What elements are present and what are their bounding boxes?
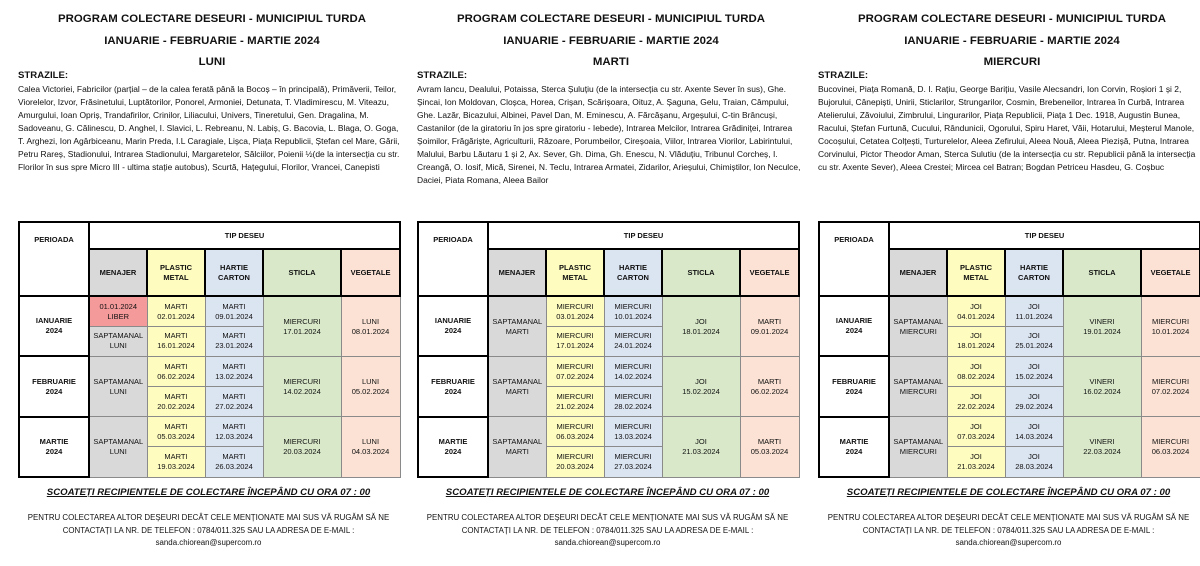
cell-line: 04.03.2024 (351, 446, 390, 456)
cell-line: JOI (1028, 391, 1040, 401)
cell-line: 05.03.2024 (157, 431, 195, 441)
cell-line: 23.01.2024 (215, 341, 253, 351)
vegetale-header: VEGETALE (740, 249, 799, 296)
sticla-cell (662, 356, 740, 416)
vegetale-cell (341, 417, 400, 477)
plastic-cell (147, 296, 205, 326)
streets-list: Bucovinei, Piața Romană, D. I. Rațiu, George Barițiu, Vasile Alecsandri, Ion Corvin, Roșiori 1 și 2, Bujorului, Cânepiști, Unirii, Sticlarilor, Strungarilor, Cosmin, Brebeneilor, Intrarea în Curbă, Intrarea Atelierului, Zăvoiului, Zimbrului, Lingurarilor, Piața Republicii, Piața 1 Dec. 1918, Augustin Bunea, Racului, Ștefan Furtună, Cucului, Rândunicii, Ogorului, Spiru Haret, Văii, Hotarului, Meșterul Manole, Cocoșului, Cetatea Colțești, Turturelelor, Aleea Zefirului, Aleea Nouă, Aleea Piezișă, Putna, Intrarea Corvinului, Pictor Theodor Aman, Sterca Sulutiu (de la intersecția cu str. Republicii până la intersecția cu str. Axente Sever), Aleea Crestei; Mircea cel Batran; Bogdan Petriceu Hasdeu, G. Coșbuc (818, 84, 1196, 172)
period-cell (19, 417, 89, 477)
cell-line: 01.01.2024 (99, 301, 138, 311)
cell-line: LUNI (361, 316, 380, 326)
cell-line: 28.03.2024 (1015, 461, 1053, 471)
cell-line: MIERCURI (283, 436, 321, 446)
cell-line: 26.03.2024 (215, 461, 253, 471)
plastic-cell (546, 447, 604, 477)
hartie-cell (1005, 387, 1063, 417)
cell-line: MARTI (222, 421, 246, 431)
cell-line: 09.01.2024 (215, 311, 253, 321)
cell-line: MIERCURI (1151, 376, 1190, 386)
schedule-table (818, 221, 1200, 478)
cell-line: MIERCURI (556, 331, 594, 341)
cell-line: MIERCURI (283, 376, 321, 386)
hartie-cell (205, 387, 263, 417)
contact-line: PENTRU COLECTAREA ALTOR DEȘEURI DECÂT CELE MENȚIONATE MAI SUS VĂ RUGĂM SĂ NE (426, 513, 789, 522)
plastic-cell (947, 417, 1005, 447)
cell-line: JOI (695, 436, 707, 446)
hartie-carton-header: HARTIE CARTON (604, 249, 662, 296)
cell-line: 14.02.2024 (614, 371, 652, 381)
cell-line: 11.01.2024 (1015, 311, 1053, 321)
vegetale-header: VEGETALE (341, 249, 400, 296)
cell-line: 14.03.2024 (1015, 431, 1053, 441)
cell-line: JOI (1028, 451, 1040, 461)
cell-line: MIERCURI (899, 326, 937, 336)
cell-line: MARTI (222, 361, 246, 371)
streets-list: Avram Iancu, Dealului, Potaissa, Sterca Șuluțiu (de la intersecția cu str. Axente Sever în sus), Ghe. Șincai, Ion Moldovan, Cloșca, Horea, Crișan, Scărișoara, Oituz, A. Șaguna, Gelu, Traian, Câmpului, Ghe. Lazăr, Bicazului, Albinei, Pavel Dan, M. Eminescu, A. Fărcășanu, Argeșului, C-tin Brâncuși, Castanilor (de la giratoriu în jos spre giratoriu - Iebede), Intrarea Melcilor, Intrarea Grădiniței, Intrarea Șoimilor, Frăgăriște, Agriculturii, Răzoare, Porumbeilor, Cireșoaia, Viilor, Intrarea Viorilor, Labirintului, Malului, Barbu Lăutaru 1 și 2, Ax. Sever, Gh. Dima, Gh. Enescu, N. Vlăduțiu, Tribunul Corcheș, I. Creangă, O. Iosif, Mică, Sirenei, N. Teclu, Intrarea Armatei, Zidarilor, Arieșului, Chimiștilor, Ion Neculce, Daciei, Piata Romana, Aleea Bailor (417, 84, 801, 185)
cell-line: 27.03.2024 (614, 461, 652, 471)
cell-line: 29.02.2024 (1015, 401, 1053, 411)
plastic-cell (147, 387, 205, 417)
plastic-cell (947, 447, 1005, 477)
cell-line: LIBER (107, 311, 130, 321)
cell-line: 20.03.2024 (556, 461, 594, 471)
cell-line: MARTI (164, 391, 188, 401)
cell-line: 16.01.2024 (157, 341, 195, 351)
cell-line: MIERCURI (899, 386, 937, 396)
cell-line: JOI (970, 331, 982, 341)
menajer-cell (488, 296, 546, 356)
cell-line: JOI (970, 421, 982, 431)
schedule-panel-miercuri (818, 0, 1200, 566)
cell-line: SAPTAMANAL (93, 376, 144, 386)
plastic-cell (947, 296, 1005, 326)
cell-line: 15.02.2024 (1015, 371, 1053, 381)
cell-line: MARTI (222, 301, 246, 311)
cell-line: VINERI (1089, 436, 1115, 446)
sticla-cell (1063, 417, 1141, 477)
period-cell (819, 296, 889, 356)
cell-line: MARTI (757, 376, 782, 386)
plastic-cell (147, 356, 205, 386)
tip-deseu-header: TIP DESEU (889, 222, 1200, 249)
schedule-period: IANUARIE - FEBRUARIE - MARTIE 2024 (904, 35, 1120, 47)
hartie-cell (1005, 356, 1063, 386)
month-year: 2024 (444, 386, 462, 396)
hartie-carton-header: HARTIE CARTON (1005, 249, 1063, 296)
streets-list: Calea Victoriei, Fabricilor (parțial – de la calea ferată până la Bocoș – în principală), Primăverii, Teilor, Viorelelor, Izvor, Frăsinetului, Luptătorilor, Ponorel, Armoniei, Detunata, T. Vladimirescu, M. Viteazu, Amurgului, Ioan Opriș, Trandafirilor, Crinilor, Liliacului, Univers, Tineretului, Gen. Dragalina, M. Sadoveanu, G. Călinescu, D. Anghel, I. Slavici, L. Rebreanu, N. Labiș, G. Bacovia, L. Blaga, O. Goga, T. Arghezi, Ion Agârbiceanu, Marin Preda, I.L Caragiale, Lișca, Piața Republicii, Ștefan cel Mare, Gării, Petru Rareș, Stadionului, Intrarea Stadionului, Margaretelor, Sălciilor, Poienii ½(de la intersecția cu str. Florilor în sus spre Micro III - ultima stație autobus), Scurtă, Hațegului, Florilor, Vrancei, Canepisti (18, 84, 400, 172)
cell-line: 05.02.2024 (351, 386, 390, 396)
cell-line: JOI (695, 376, 707, 386)
plastic-cell (147, 447, 205, 477)
month-name: FEBRUARIE (431, 376, 475, 386)
menajer-header: MENAJER (89, 249, 147, 296)
vegetale-cell (740, 356, 799, 416)
menajer-cell (889, 417, 947, 477)
menajer-cell (889, 356, 947, 416)
cell-line: 10.01.2024 (614, 311, 652, 321)
cell-line: MIERCURI (614, 361, 652, 371)
cell-line: 15.02.2024 (682, 386, 720, 396)
tip-deseu-header: TIP DESEU (488, 222, 799, 249)
contact-email: sanda.chiorean@supercom.ro (554, 538, 661, 547)
sticla-header: STICLA (662, 249, 740, 296)
period-cell (418, 356, 488, 416)
cell-line: JOI (1028, 361, 1040, 371)
streets-label: STRAZILE: (18, 70, 69, 81)
sticla-cell (1063, 356, 1141, 416)
vegetale-cell (1141, 296, 1200, 356)
sticla-cell (662, 417, 740, 477)
period-cell (819, 417, 889, 477)
cell-line: 25.01.2024 (1015, 341, 1053, 351)
cell-line: 24.01.2024 (614, 341, 652, 351)
cell-line: 07.02.2024 (1151, 386, 1190, 396)
collection-time-notice: SCOATEȚI RECIPIENTELE DE COLECTARE ÎNCEPÂND CU ORA 07 : 00 (46, 487, 371, 498)
plastic-cell (546, 296, 604, 326)
sticla-cell (263, 296, 341, 356)
month-name: FEBRUARIE (832, 376, 876, 386)
month-year: 2024 (845, 386, 863, 396)
plastic-metal-header: PLASTIC METAL (546, 249, 604, 296)
contact-line: PENTRU COLECTAREA ALTOR DEȘEURI DECÂT CELE MENȚIONATE MAI SUS VĂ RUGĂM SĂ NE (27, 513, 390, 522)
cell-line: MARTI (164, 451, 188, 461)
schedule-panel-marti (417, 0, 805, 566)
hartie-cell (1005, 417, 1063, 447)
cell-line: MIERCURI (614, 451, 652, 461)
cell-line: 27.02.2024 (215, 401, 253, 411)
cell-line: 09.01.2024 (750, 326, 789, 336)
hartie-cell (604, 296, 662, 326)
contact-line: PENTRU COLECTAREA ALTOR DEȘEURI DECÂT CELE MENȚIONATE MAI SUS VĂ RUGĂM SĂ NE (827, 513, 1190, 522)
cell-line: MARTI (505, 326, 529, 336)
collection-time-notice: SCOATEȚI RECIPIENTELE DE COLECTARE ÎNCEPÂND CU ORA 07 : 00 (445, 487, 770, 498)
cell-line: MIERCURI (283, 316, 321, 326)
tip-deseu-header: TIP DESEU (89, 222, 400, 249)
cell-line: 02.01.2024 (157, 311, 195, 321)
month-year: 2024 (45, 386, 63, 396)
plastic-cell (546, 356, 604, 386)
cell-line: 17.01.2024 (283, 326, 321, 336)
plastic-cell (546, 326, 604, 356)
hartie-cell (604, 447, 662, 477)
cell-line: MIERCURI (556, 301, 594, 311)
cell-line: MARTI (757, 316, 782, 326)
cell-line: MARTI (505, 446, 529, 456)
hartie-cell (205, 447, 263, 477)
cell-line: SAPTAMANAL (492, 316, 543, 326)
menajer-cell (89, 417, 147, 477)
plastic-cell (947, 356, 1005, 386)
cell-line: MIERCURI (614, 391, 652, 401)
collection-day: LUNI (198, 56, 226, 68)
cell-line: SAPTAMANAL (492, 436, 543, 446)
cell-line: LUNI (361, 436, 380, 446)
cell-line: LUNI (109, 386, 127, 396)
vegetale-cell (1141, 417, 1200, 477)
cell-line: 21.03.2024 (682, 446, 720, 456)
cell-line: SAPTAMANAL (492, 376, 543, 386)
menajer-cell (89, 296, 147, 326)
cell-line: 18.01.2024 (957, 341, 995, 351)
menajer-cell (488, 356, 546, 416)
cell-line: 04.01.2024 (957, 311, 995, 321)
vegetale-cell (341, 296, 400, 356)
cell-line: SAPTAMANAL (893, 376, 944, 386)
collection-day: MIERCURI (983, 56, 1041, 68)
vegetale-cell (740, 296, 799, 356)
cell-line: MIERCURI (556, 361, 594, 371)
cell-line: 22.03.2024 (1083, 446, 1121, 456)
plastic-cell (546, 387, 604, 417)
cell-line: VINERI (1089, 316, 1115, 326)
schedule-table (417, 221, 800, 478)
contact-line: CONTACTAȚI LA NR. DE TELEFON : 0784/011.325 SAU LA ADRESA DE E-MAIL : (62, 525, 355, 535)
month-name: MARTIE (39, 436, 69, 446)
month-name: IANUARIE (835, 316, 873, 326)
cell-line: 08.02.2024 (957, 371, 995, 381)
cell-line: LUNI (109, 341, 127, 351)
sticla-cell (662, 296, 740, 356)
cell-line: 19.03.2024 (157, 461, 195, 471)
contact-info (18, 512, 399, 550)
cell-line: 22.02.2024 (957, 401, 995, 411)
cell-line: 06.02.2024 (750, 386, 789, 396)
cell-line: MARTI (164, 421, 188, 431)
sticla-cell (263, 356, 341, 416)
hartie-cell (604, 326, 662, 356)
hartie-cell (604, 356, 662, 386)
cell-line: JOI (1028, 421, 1040, 431)
hartie-cell (205, 296, 263, 326)
period-cell (418, 417, 488, 477)
hartie-cell (205, 356, 263, 386)
cell-line: MARTI (222, 451, 246, 461)
cell-line: VINERI (1089, 376, 1115, 386)
cell-line: LUNI (361, 376, 380, 386)
menajer-cell (89, 356, 147, 416)
cell-line: 06.02.2024 (157, 371, 195, 381)
cell-line: 19.01.2024 (1083, 326, 1121, 336)
plastic-cell (947, 326, 1005, 356)
sticla-header: STICLA (263, 249, 341, 296)
plastic-cell (147, 417, 205, 447)
cell-line: LUNI (109, 446, 127, 456)
plastic-cell (147, 326, 205, 356)
cell-line: 06.03.2024 (1151, 446, 1190, 456)
cell-line: 18.01.2024 (682, 326, 720, 336)
cell-line: MARTI (222, 391, 246, 401)
cell-line: MIERCURI (614, 421, 652, 431)
vegetale-cell (1141, 356, 1200, 416)
cell-line: 16.02.2024 (1083, 386, 1121, 396)
sticla-header: STICLA (1063, 249, 1141, 296)
perioada-header: PERIOADA (19, 222, 89, 296)
cell-line: SAPTAMANAL (893, 316, 944, 326)
streets-label: STRAZILE: (417, 70, 468, 81)
period-cell (819, 356, 889, 416)
menajer-cell (488, 417, 546, 477)
menajer-header: MENAJER (488, 249, 546, 296)
hartie-cell (205, 326, 263, 356)
hartie-cell (1005, 296, 1063, 326)
menajer-cell (89, 326, 147, 356)
hartie-cell (205, 417, 263, 447)
contact-email: sanda.chiorean@supercom.ro (955, 538, 1062, 547)
period-cell (418, 296, 488, 356)
month-year: 2024 (444, 326, 462, 336)
vegetale-cell (341, 356, 400, 416)
cell-line: JOI (1028, 331, 1040, 341)
cell-line: 21.03.2024 (957, 461, 995, 471)
sticla-cell (1063, 296, 1141, 356)
cell-line: 08.01.2024 (351, 326, 390, 336)
month-name: IANUARIE (434, 316, 472, 326)
period-cell (19, 356, 89, 416)
period-cell (19, 296, 89, 356)
cell-line: 10.01.2024 (1151, 326, 1190, 336)
collection-time-notice: SCOATEȚI RECIPIENTELE DE COLECTARE ÎNCEPÂND CU ORA 07 : 00 (846, 487, 1171, 498)
sticla-cell (263, 417, 341, 477)
cell-line: MIERCURI (556, 391, 594, 401)
cell-line: MARTI (505, 386, 529, 396)
hartie-cell (1005, 326, 1063, 356)
cell-line: MARTI (757, 436, 782, 446)
schedule-table (18, 221, 401, 478)
cell-line: MARTI (164, 301, 188, 311)
menajer-header: MENAJER (889, 249, 947, 296)
contact-line: CONTACTAȚI LA NR. DE TELEFON : 0784/011.325 SAU LA ADRESA DE E-MAIL : (461, 525, 754, 535)
month-name: MARTIE (839, 436, 869, 446)
hartie-cell (604, 417, 662, 447)
schedule-period: IANUARIE - FEBRUARIE - MARTIE 2024 (104, 35, 320, 47)
contact-info (417, 512, 798, 550)
cell-line: JOI (1028, 301, 1040, 311)
cell-line: SAPTAMANAL (93, 436, 144, 446)
month-year: 2024 (845, 446, 863, 456)
cell-line: MIERCURI (556, 451, 594, 461)
hartie-cell (1005, 447, 1063, 477)
cell-line: 13.02.2024 (215, 371, 253, 381)
plastic-metal-header: PLASTIC METAL (147, 249, 205, 296)
cell-line: JOI (695, 316, 707, 326)
cell-line: MARTI (164, 361, 188, 371)
plastic-cell (546, 417, 604, 447)
cell-line: 28.02.2024 (614, 401, 652, 411)
cell-line: JOI (970, 301, 982, 311)
cell-line: MARTI (164, 331, 188, 341)
month-year: 2024 (45, 446, 63, 456)
contact-info (818, 512, 1199, 550)
schedule-panel-luni (18, 0, 406, 566)
month-name: FEBRUARIE (32, 376, 76, 386)
cell-line: SAPTAMANAL (893, 436, 944, 446)
cell-line: JOI (970, 451, 982, 461)
perioada-header: PERIOADA (819, 222, 889, 296)
cell-line: JOI (970, 361, 982, 371)
cell-line: 13.03.2024 (614, 431, 652, 441)
cell-line: SAPTAMANAL (93, 331, 144, 341)
hartie-carton-header: HARTIE CARTON (205, 249, 263, 296)
hartie-cell (604, 387, 662, 417)
month-year: 2024 (444, 446, 462, 456)
cell-line: MIERCURI (556, 421, 594, 431)
cell-line: 07.03.2024 (957, 431, 995, 441)
contact-line: CONTACTAȚI LA NR. DE TELEFON : 0784/011.325 SAU LA ADRESA DE E-MAIL : (862, 525, 1155, 535)
cell-line: MIERCURI (899, 446, 937, 456)
cell-line: 21.02.2024 (556, 401, 594, 411)
cell-line: 03.01.2024 (556, 311, 594, 321)
schedule-title: PROGRAM COLECTARE DESEURI - MUNICIPIUL TURDA (456, 13, 766, 25)
cell-line: 06.03.2024 (556, 431, 594, 441)
menajer-cell (889, 296, 947, 356)
cell-line: MIERCURI (1151, 316, 1190, 326)
schedule-period: IANUARIE - FEBRUARIE - MARTIE 2024 (503, 35, 719, 47)
cell-line: JOI (970, 391, 982, 401)
contact-email: sanda.chiorean@supercom.ro (155, 538, 262, 547)
month-year: 2024 (45, 326, 63, 336)
month-year: 2024 (845, 326, 863, 336)
schedule-title: PROGRAM COLECTARE DESEURI - MUNICIPIUL TURDA (57, 13, 367, 25)
cell-line: 14.02.2024 (283, 386, 321, 396)
cell-line: MIERCURI (1151, 436, 1190, 446)
streets-label: STRAZILE: (818, 70, 869, 81)
vegetale-cell (740, 417, 799, 477)
month-name: IANUARIE (35, 316, 73, 326)
perioada-header: PERIOADA (418, 222, 488, 296)
cell-line: 12.03.2024 (215, 431, 253, 441)
cell-line: MIERCURI (614, 301, 652, 311)
plastic-cell (947, 387, 1005, 417)
collection-day: MARTI (592, 56, 630, 68)
plastic-metal-header: PLASTIC METAL (947, 249, 1005, 296)
cell-line: 17.01.2024 (556, 341, 594, 351)
vegetale-header: VEGETALE (1141, 249, 1200, 296)
schedule-title: PROGRAM COLECTARE DESEURI - MUNICIPIUL TURDA (857, 13, 1167, 25)
cell-line: MARTI (222, 331, 246, 341)
cell-line: 20.03.2024 (283, 446, 321, 456)
cell-line: 05.03.2024 (750, 446, 789, 456)
month-name: MARTIE (438, 436, 468, 446)
cell-line: 07.02.2024 (556, 371, 594, 381)
cell-line: MIERCURI (614, 331, 652, 341)
cell-line: 20.02.2024 (157, 401, 195, 411)
